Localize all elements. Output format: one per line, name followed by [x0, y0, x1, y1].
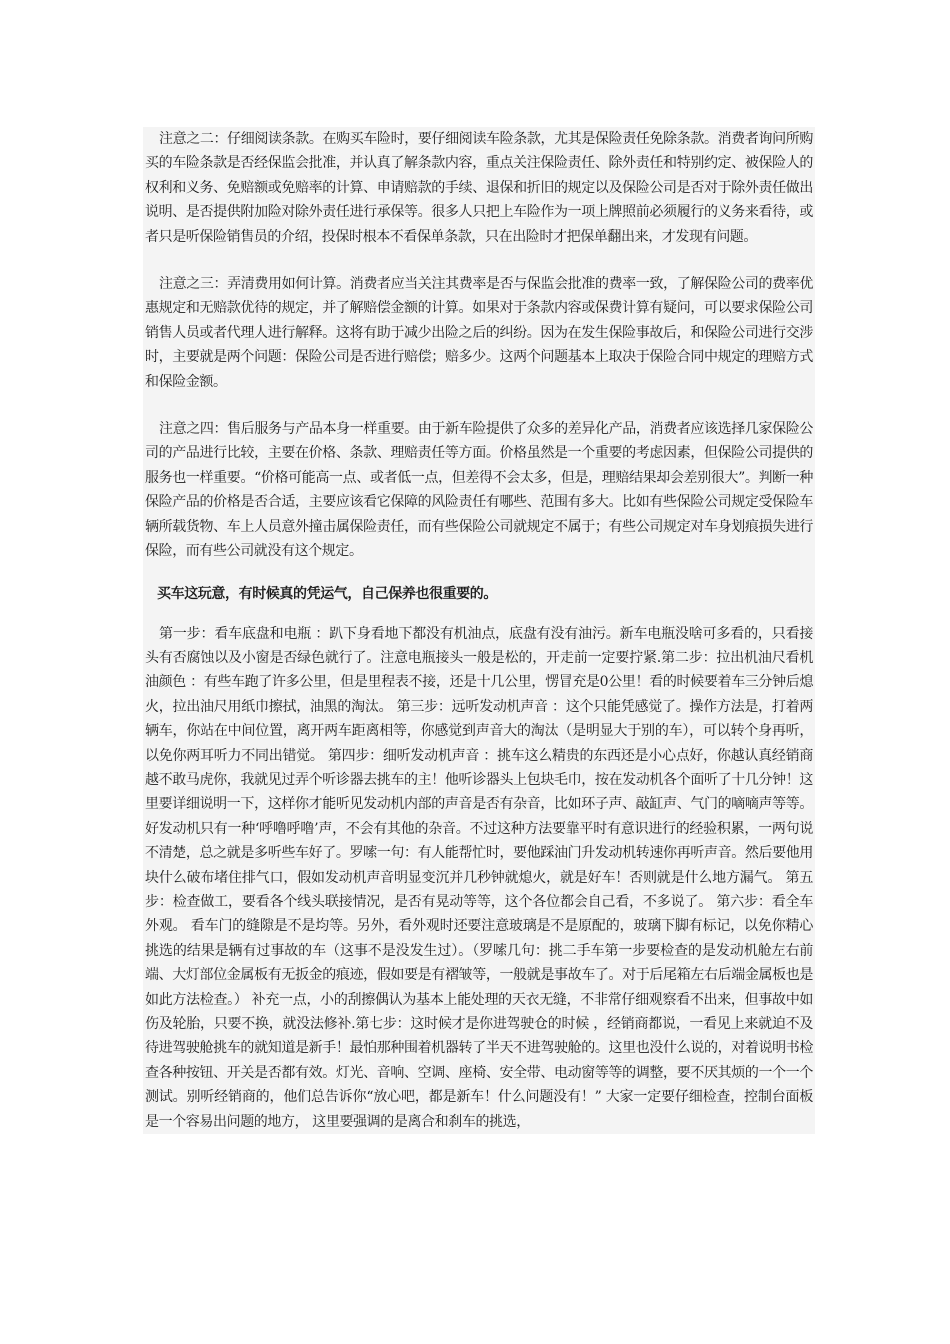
notes-section: [143, 127, 815, 1134]
paragraph-note-2: 注意之二：仔细阅读条款。在购买车险时，要仔细阅读车险条款，尤其是保险责任免除条款。消费者询问所购买的车险条款是否经保监会批准，并认真了解条款内容，重点关注保险责任、除外责任和特别约定、被保险人的权利和义务、免赔额或免赔率的计算、申请赔款的手续、退保和折旧的规定以及保险公司是否对于除外责任做出说明、是否提供附加险对除外责任进行承保等。很多人只把上车险作为一项上牌照前必须履行的义务来看待，或者只是听保险销售员的介绍，投保时根本不看保单条款，只在出险时才把保单翻出来，才发现有问题。: [145, 131, 813, 245]
paragraph-note-4: 注意之四：售后服务与产品本身一样重要。由于新车险提供了众多的差异化产品，消费者应该选择几家保险公司的产品进行比较，主要在价格、条款、理赔责任等方面。价格虽然是一个重要的考虑因素，但保险公司提供的服务也一样重要。“价格可能高一点、或者低一点，但差得不会太多，但是，理赔结果却会差别很大”。判断一种保险产品的价格是否合适，主要应该看它保障的风险责任有哪些、范围有多大。比如有些保险公司规定受保险车辆所载货物、车上人员意外撞击属保险责任，而有些保险公司就规定不属于；有些公司规定对车身划痕损失进行保险，而有些公司就没有这个规定。: [145, 421, 813, 560]
paragraph-steps: 第一步：看车底盘和电瓶 ：趴下身看地下都没有机油点，底盘有没有油污。新车电瓶没啥可多看的，只看接头有否腐蚀以及小窗是否绿色就行了。注意电瓶接头一般是松的，开走前一定要拧紧.第二步：拉出机油尺看机油颜色 ：有些车跑了许多公里，但是里程表不接，还是十几公里，愣冒充是0公里！看的时候要着车三分钟后熄火，拉出油尺用纸巾擦拭，油黑的淘汰。 第三步：远听发动机声音 ：这个只能凭感觉了。操作方法是，打着两辆车，你站在中间位置，离开两车距离相等，你感觉到声音大的淘汰（是明显大于别的车），可以转个身再听，以免你两耳听力不同出错觉。 第四步：细听发动机声音 ：挑车这么精贵的东西还是小心点好，你越认真经销商越不敢马虎你，我就见过弄个听诊器去挑车的主！他听诊器头上包块毛巾，按在发动机各个面听了十几分钟！这里要详细说明一下，这样你才能听见发动机内部的声音是否有杂音，比如环子声、敲缸声、气门的嘀嘀声等等。好发动机只有一种‘呼噜呼噜’声，不会有其他的杂音。不过这种方法要靠平时有意识进行的经验积累，一两句说不清楚，总之就是多听些车好了。罗嗦一句：有人能帮忙时，要他踩油门升发动机转速你再听声音。然后要他用块什么破布堵住排气口，假如发动机声音明显变沉并几秒钟就熄火，就是好车！否则就是什么地方漏气。 第五步：检查做工，要看各个线头联接情况，是否有晃动等等，这个各位都会自己看，不多说了。 第六步：看全车外观。 看车门的缝隙是不是均等。另外，看外观时还要注意玻璃是不是原配的，玻璃下脚有标记，以免你精心挑选的结果是辆有过事故的车（这事不是没发生过）。（罗嗦几句：挑二手车第一步要检查的是发动机舱左右前端、大灯部位金属板有无扳金的痕迹，假如要是有褶皱等，一般就是事故车了。对于后尾箱左右后端金属板也是如此方法检查。） 补充一点，小的刮擦偶认为基本上能处理的天衣无缝，不非常仔细观察看不出来，但事故中如伤及轮胎，只要不换，就没法修补.第七步：这时候才是你进驾驶仓的时候 ，经销商都说，一看见上来就迫不及待进驾驶舱挑车的就知道是新手！最怕那种围着机器转了半天不进驾驶舱的。这里也没什么说的，对着说明书检查各种按钮、开关是否都有效。灯光、音响、空调、座椅、安全带、电动窗等等的调整，要不厌其烦的一个一个测试。别听经销商的，他们总告诉你“放心吧，都是新车！什么问题没有！” 大家一定要仔细检查，控制台面板是一个容易出问题的地方， 这里要强调的是离合和刹车的挑选，: [145, 625, 813, 1130]
article-body: [143, 127, 815, 1134]
paragraph-note-3: 注意之三：弄清费用如何计算。消费者应当关注其费率是否与保监会批准的费率一致，了解保险公司的费率优惠规定和无赔款优待的规定，并了解赔偿金额的计算。如果对于条款内容或保费计算有疑问，可以要求保险公司销售人员或者代理人进行解释。这将有助于减少出险之后的纠纷。因为在发生保险事故后，和保险公司进行交涉时，主要就是两个问题：保险公司是否进行赔偿；赔多少。这两个问题基本上取决于保险合同中规定的理赔方式和保险金额。: [145, 276, 813, 390]
section-heading: 买车这玩意，有时候真的凭运气，自己保养也很重要的。: [157, 585, 497, 602]
